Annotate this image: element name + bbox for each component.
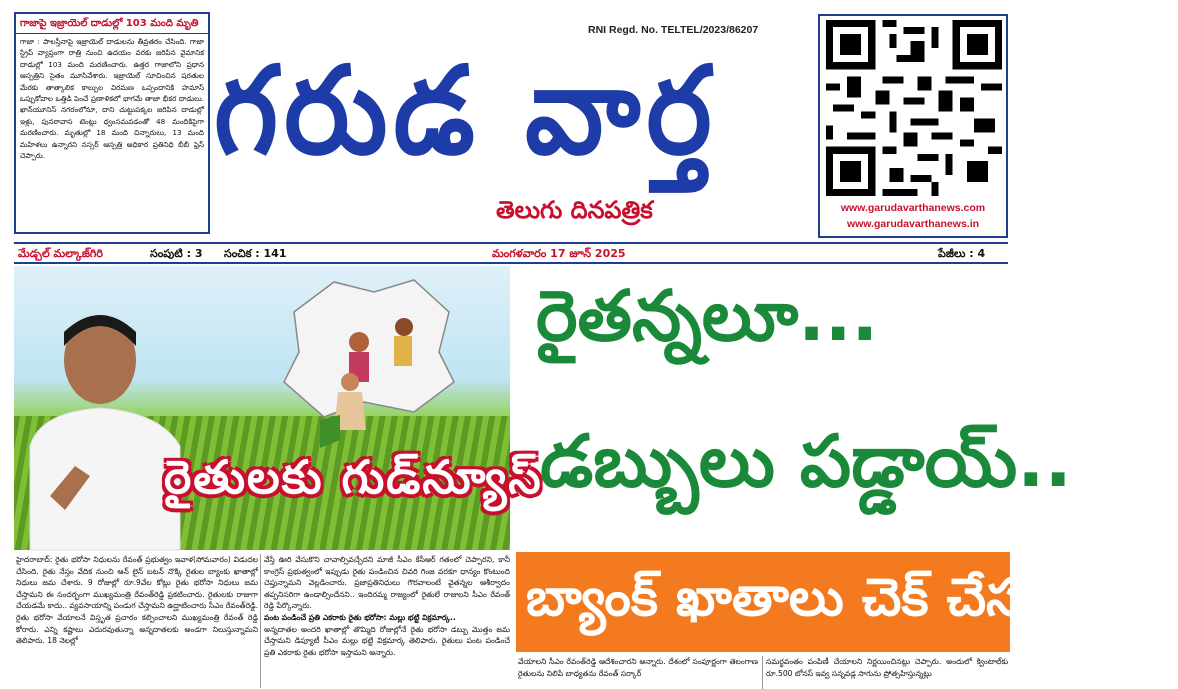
article-column-4: సమర్థవంతం పంపిణీ చేయాలని నిర్ణయించినట్లు చెప్పారు. అందులో క్వింటాల్‌కు రూ.500 బోనస్ ఇవ్వ సన్నవడ్ల సాగును ప్రోత్సహిస్తున్నట్లు	[766, 657, 1008, 678]
rni-number: RNI Regd. No. TELTEL/2023/86207	[588, 24, 759, 36]
article-column-2	[264, 554, 510, 688]
column-divider	[762, 656, 763, 689]
article-column-2-rest: అన్నదాతల అందరి ఖాతాల్లో తొమ్మిది రోజుల్లోనే రైతు భరోసా డబ్బు మొత్తం జమ చేస్తామని డిప్యూటీ సీఎం మల్లు భట్టి విక్రమార్క తెలిపారు. రైతులు పంట పండించే ప్రతి ఎకరాకు రైతు భరోసా ఇస్తామని అన్నారు.	[264, 624, 510, 657]
volume-number: సంపుటి : 3	[150, 247, 203, 260]
article-column-3: వేయాలని సీఎం రేవంత్‌రెడ్డి ఆదేశించారని అన్నారు. దేశంలో సంపూర్ణంగా తెలంగాణ రైతులను నిలిపే బాధ్యతను రేవంత్ సర్కార్	[518, 657, 758, 678]
edition-name: మేడ్చల్ మల్కాజ్‌గిరి	[18, 247, 103, 260]
farmer-illustration-icon	[310, 370, 380, 450]
newspaper-tagline: తెలుగు దినపత్రిక	[496, 196, 653, 224]
side-news-headline: గాజాపై ఇజ్రాయెల్ దాడుల్లో 103 మంది మృతి	[16, 14, 208, 34]
info-bar	[14, 242, 1008, 264]
article-column-1: హైదరాబాద్: రైతు భరోసా నిధులను రేవంత్ ప్రభుత్వం ఇవాళ(సోమవారం) విడుదల చేసింది. రైతు నేస్తం వేదిక నుంచి ఆన్ లైన్ బటన్ నొక్కి రైతుల బ్యాంకు ఖాతాల్లో నిధులు జమ చేశారు. 9 రోజుల్లో రూ.9వేల కోట్లు రైతు భరోసా నిధులు జమ చేస్తామని ఈ సందర్భంగా ముఖ్యమంత్రి రేవంత్‌రెడ్డి ప్రకటించారు. రైతులకు రాజుగా చేయడమే కాదు.. వ్యవసాయాన్ని పండుగ చేస్తామని ఉద్ఘాటించారు సీఎం రేవంత్‌రెడ్డి. రైతు భరోసా వేయాలనే విస్తృత ప్రచారం కల్పించాలని ముఖ్యమంత్రి రేవంత్ రెడ్డి కోరారు. ఎన్ని కష్టాలు ఎదురవుతున్నా అన్నదాతలకు అండగా నిలుస్తున్నామని తెలిపారు. 18 నెలల్లో	[16, 555, 258, 646]
side-news-box	[14, 12, 210, 234]
newspaper-title: గరుడ వార్త	[214, 40, 718, 181]
subheadline-banner	[516, 552, 1178, 652]
column-divider	[260, 554, 261, 688]
article-column-2-text: వేస్తే ఊరి వేసుకొని చావాల్సివచ్చేదని మాజీ సీఎం కేసీఆర్ గతంలో చెప్పారని, కానీ కాంగ్రెస్ ప్రభుత్వంలో ఇప్పుడు రైతు పండించిన చివరి గింజ వరకూ ధాన్యం కొంటుంది చెప్తున్నామని వెల్లడించారు. ప్రజాప్రతినిధులు గౌరవాలంటే వైతన్నల ఆశీర్వాదం తప్పనిసరిగా ఉండాల్సిందేనని.. ఇందిరమ్మ రాజ్యంలో రైతులే రాజులని సీఎం రేవంత్ రెడ్డి పేర్కొన్నారు.	[264, 555, 510, 611]
website-url-com[interactable]: www.garudavarthanews.com	[840, 202, 986, 214]
side-news-body: గాజా : పాలస్తీనాపై ఇజ్రాయెల్ దాడులను తీవ్రతరం చేసింది. గాజా స్ట్రిప్ వ్యాప్తంగా రాత్రి నుంచి ఉదయం వరకు జరిపిన వైమానిక దాడుల్లో 103 మంది మరణించారు. ఉత్తర గాజాలోని ప్రధాన ఆస్పత్రిని సైతం మూసివేశారు. ఇజ్రాయెల్ సూచించిన షరతుల మేరకు తాత్కాలిక కాల్పుల విరమణ ఒప్పందానికి హమాస్ ఒప్పుకోవాల ఒత్తిడి పెంచే ప్రణాళికలో భాగమే తాజా భీకర దాడులు. ఖాన్‌యూనిస్ నగరంలోనూ, దాని చుట్టుపక్కల జరిపిన దాడుల్లో ఇళ్లు, పునరావాస టెంట్లు ధ్వంసమవడంతో 48 మందికిపైగా మరణించారు. మృతుల్లో 18 మంది చిన్నారులు, 13 మంది మహిళలు ఉన్నారని నస్సర్ ఆస్పత్రి అధికార ప్రతినిధి బీబీ ఫ్రెస్ చెప్పారు.	[20, 37, 204, 161]
qr-code-icon	[826, 20, 1002, 196]
headline-line-1: రైతన్నలూ...	[536, 275, 879, 357]
article-subhead: పంట పండించే ప్రతి ఎకరాకు రైతు భరోసా: మల్లు భట్టి విక్రమార్క..	[264, 612, 456, 622]
lead-photo	[14, 266, 543, 550]
headline-line-2: డబ్బులు పడ్డాయ్..	[540, 419, 1072, 503]
issue-date: మంగళవారం 17 జూన్ 2025	[492, 247, 626, 260]
qr-box	[818, 14, 1008, 238]
subheadline-text: బ్యాంక్ ఖాతాలు చెక్ చేసుకోండి..	[526, 568, 1178, 628]
issue-number: సంచిక : 141	[224, 247, 287, 260]
page-count: పేజీలు : 4	[938, 247, 986, 260]
photo-caption: రైతులకు గుడ్‌న్యూస్	[164, 450, 543, 504]
website-url-in[interactable]: www.garudavarthanews.in	[846, 218, 980, 230]
